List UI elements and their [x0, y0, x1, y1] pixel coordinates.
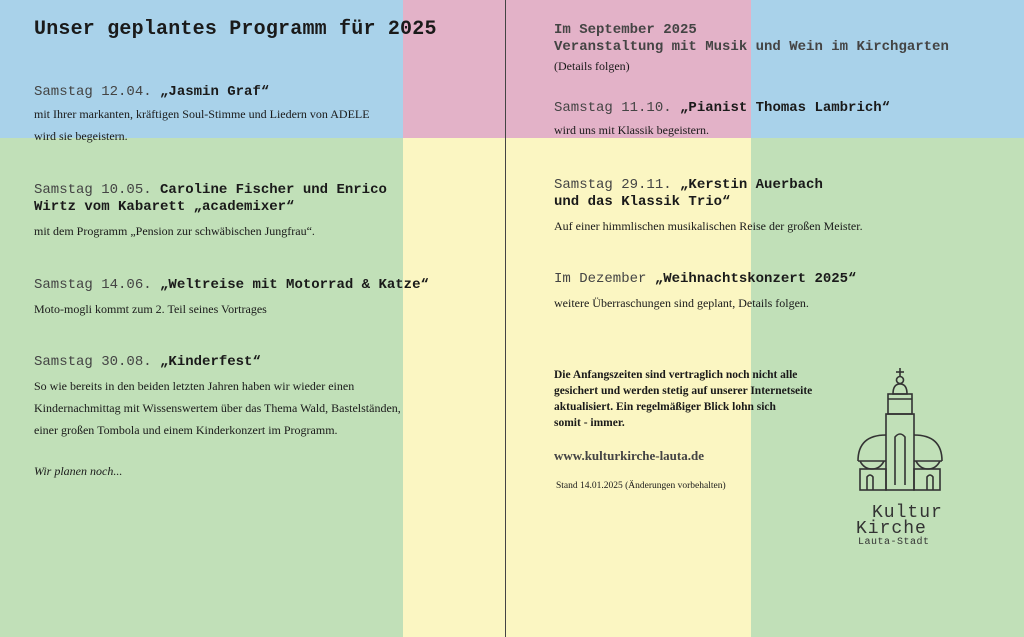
event-desc: wird uns mit Klassik begeistern. [554, 123, 709, 137]
event-desc: Auf einer himmlischen musikalischen Reise der großen Meister. [554, 219, 863, 233]
event-date: Im September 2025 [554, 22, 697, 38]
note-line: Die Anfangszeiten sind vertraglich noch nicht alle [554, 369, 798, 381]
event-left-1 [34, 84, 370, 147]
bg-yellow-left [403, 138, 505, 637]
event-desc: wird sie begeistern. [34, 129, 128, 143]
event-name: „Kerstin Auerbach [680, 177, 823, 193]
event-right-4 [554, 271, 856, 314]
event-desc: mit Ihrer markanten, kräftigen Soul-Stimme und Liedern von ADELE [34, 107, 370, 121]
event-desc: weitere Überraschungen sind geplant, Details folgen. [554, 296, 809, 310]
note-line: aktualisiert. Ein regelmäßiger Blick lohn sich [554, 401, 776, 413]
event-name: Caroline Fischer und Enrico [160, 182, 387, 198]
event-name-line2: Wirtz vom Kabarett „academixer“ [34, 199, 295, 215]
page-title: Unser geplantes Programm für 2025 [34, 18, 437, 41]
event-date: Im Dezember [554, 271, 655, 287]
event-name: Veranstaltung mit Musik und Wein im Kirchgarten [554, 39, 949, 55]
event-left-2 [34, 182, 387, 242]
website-link[interactable]: www.kulturkirche-lauta.de [554, 448, 704, 463]
event-name: „Jasmin Graf“ [160, 84, 270, 100]
event-date: Samstag 29.11. [554, 177, 681, 193]
stand-date: Stand 14.01.2025 (Änderungen vorbehalten) [556, 481, 726, 491]
event-left-3 [34, 277, 429, 320]
fold-divider [505, 0, 506, 637]
event-desc: Kindernachmittag mit Wissenswertem über das Thema Wald, Bastelständen, [34, 401, 401, 415]
event-desc: einer großen Tombola und einem Kinderkonzert im Programm. [34, 423, 338, 437]
event-name: „Kinderfest“ [160, 354, 261, 370]
event-name-line2: und das Klassik Trio“ [554, 194, 731, 210]
event-date: Samstag 11.10. [554, 100, 681, 116]
event-desc: So wie bereits in den beiden letzten Jahren haben wir wieder einen [34, 379, 355, 393]
logo-word-kultur: Kultur [872, 503, 943, 523]
event-date: Samstag 14.06. [34, 277, 161, 293]
event-right-3 [554, 177, 863, 237]
logo-city: Lauta-Stadt [858, 537, 930, 548]
event-right-2 [554, 100, 890, 141]
event-date: Samstag 30.08. [34, 354, 161, 370]
event-name: „Weihnachtskonzert 2025“ [654, 271, 857, 287]
event-desc: Moto-mogli kommt zum 2. Teil seines Vortrages [34, 302, 267, 316]
event-name: „Weltreise mit Motorrad & Katze“ [160, 277, 429, 293]
wir-planen-noch: Wir planen noch... [34, 464, 123, 478]
note-line: gesichert und werden stetig auf unserer Internetseite [554, 385, 813, 397]
start-times-note [554, 367, 824, 431]
logo-word-kirche: Kirche [856, 519, 927, 539]
event-right-1 [554, 22, 949, 76]
event-desc: (Details folgen) [554, 59, 630, 73]
event-left-4 [34, 354, 401, 441]
note-line: somit - immer. [554, 417, 625, 429]
event-date: Samstag 12.04. [34, 84, 161, 100]
event-date: Samstag 10.05. [34, 182, 161, 198]
event-name: „Pianist Thomas Lambrich“ [680, 100, 891, 116]
event-desc: mit dem Programm „Pension zur schwäbischen Jungfrau“. [34, 224, 315, 238]
